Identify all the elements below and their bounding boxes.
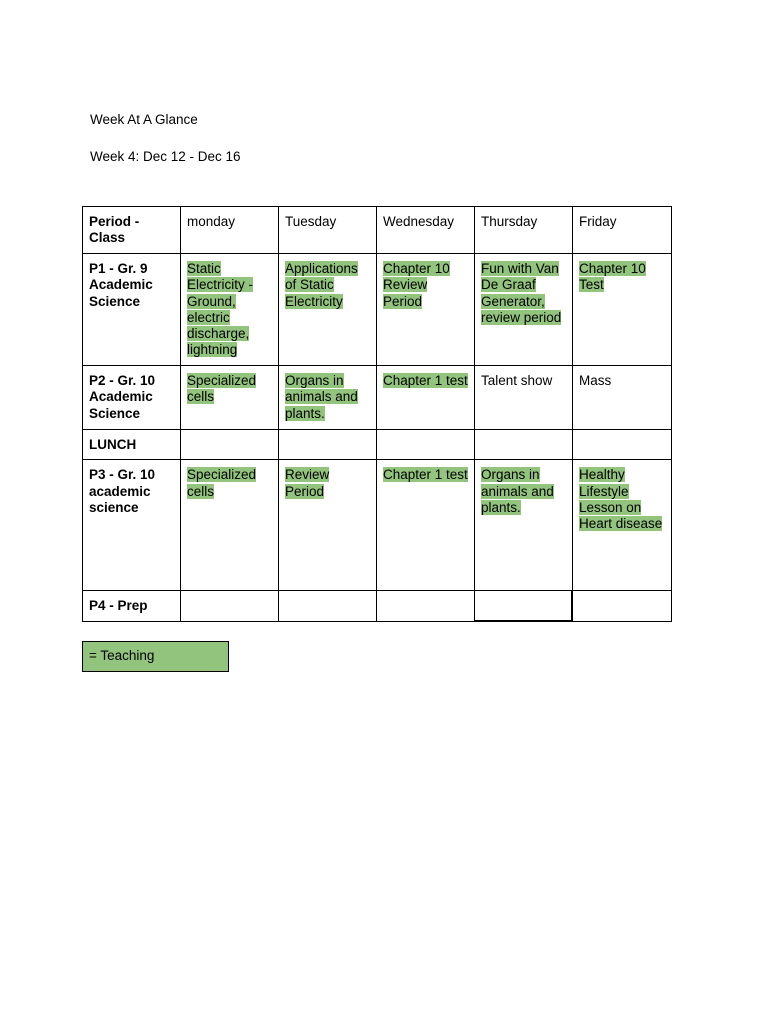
document-title: Week At A Glance — [90, 112, 198, 127]
cell-text: Chapter 10 Review Period — [383, 261, 450, 309]
schedule-cell — [475, 460, 573, 591]
schedule-cell — [377, 366, 475, 430]
column-header-thursday: Thursday — [475, 207, 573, 254]
column-header-wednesday: Wednesday — [377, 207, 475, 254]
schedule-cell — [181, 366, 279, 430]
cell-text: Mass — [579, 373, 612, 388]
schedule-cell — [573, 366, 672, 430]
schedule-cell — [573, 254, 672, 366]
schedule-cell — [279, 591, 377, 621]
column-header-tuesday: Tuesday — [279, 207, 377, 254]
schedule-cell — [475, 430, 573, 460]
schedule-cell — [573, 430, 672, 460]
schedule-cell — [377, 591, 475, 621]
table-row-lunch — [83, 430, 672, 460]
cell-text: Fun with Van De Graaf Generator, review period — [481, 261, 562, 325]
schedule-cell — [279, 366, 377, 430]
cell-text: Chapter 1 test — [383, 467, 468, 483]
schedule-cell — [181, 430, 279, 460]
table-row-p4 — [83, 591, 672, 621]
period-label: LUNCH — [83, 430, 181, 460]
period-label: P1 - Gr. 9 Academic Science — [83, 254, 181, 366]
week-range: Week 4: Dec 12 - Dec 16 — [90, 149, 241, 164]
teaching-legend: = Teaching — [82, 641, 229, 672]
schedule-cell — [279, 460, 377, 591]
cell-text: Specialized cells — [187, 467, 257, 499]
period-label: P2 - Gr. 10 Academic Science — [83, 366, 181, 430]
table-row-p1 — [83, 254, 672, 366]
cell-text: Organs in animals and plants. — [481, 467, 554, 515]
cell-text: Specialized cells — [187, 373, 257, 405]
schedule-cell — [377, 460, 475, 591]
schedule-cell — [573, 591, 672, 621]
cell-text: Chapter 10 Test — [579, 261, 646, 293]
cell-text: Review Period — [285, 467, 330, 499]
schedule-table — [82, 206, 672, 622]
cell-text: Organs in animals and plants. — [285, 373, 358, 421]
cell-text: Chapter 1 test — [383, 373, 468, 388]
empty-extra-cell — [474, 590, 572, 621]
table-header-row — [83, 207, 672, 254]
table-row-p2 — [83, 366, 672, 430]
period-label: P3 - Gr. 10 academic science — [83, 460, 181, 591]
schedule-cell — [181, 254, 279, 366]
schedule-cell — [475, 254, 573, 366]
schedule-cell — [279, 430, 377, 460]
cell-text: Healthy Lifestyle Lesson on Heart disease — [579, 467, 663, 532]
cell-text: Applications of Static Electricity — [285, 261, 358, 309]
cell-text: Talent show — [481, 373, 553, 388]
cell-text: Static Electricity - Ground, electric discharge, lightning — [187, 261, 254, 358]
schedule-cell — [181, 591, 279, 621]
period-label: P4 - Prep — [83, 591, 181, 621]
column-header-friday: Friday — [573, 207, 672, 254]
schedule-cell — [475, 366, 573, 430]
schedule-cell — [377, 430, 475, 460]
column-header-period: Period - Class — [83, 207, 181, 254]
table-row-p3 — [83, 460, 672, 591]
schedule-cell — [573, 460, 672, 591]
schedule-cell — [279, 254, 377, 366]
column-header-monday: monday — [181, 207, 279, 254]
schedule-cell — [181, 460, 279, 591]
schedule-cell — [377, 254, 475, 366]
